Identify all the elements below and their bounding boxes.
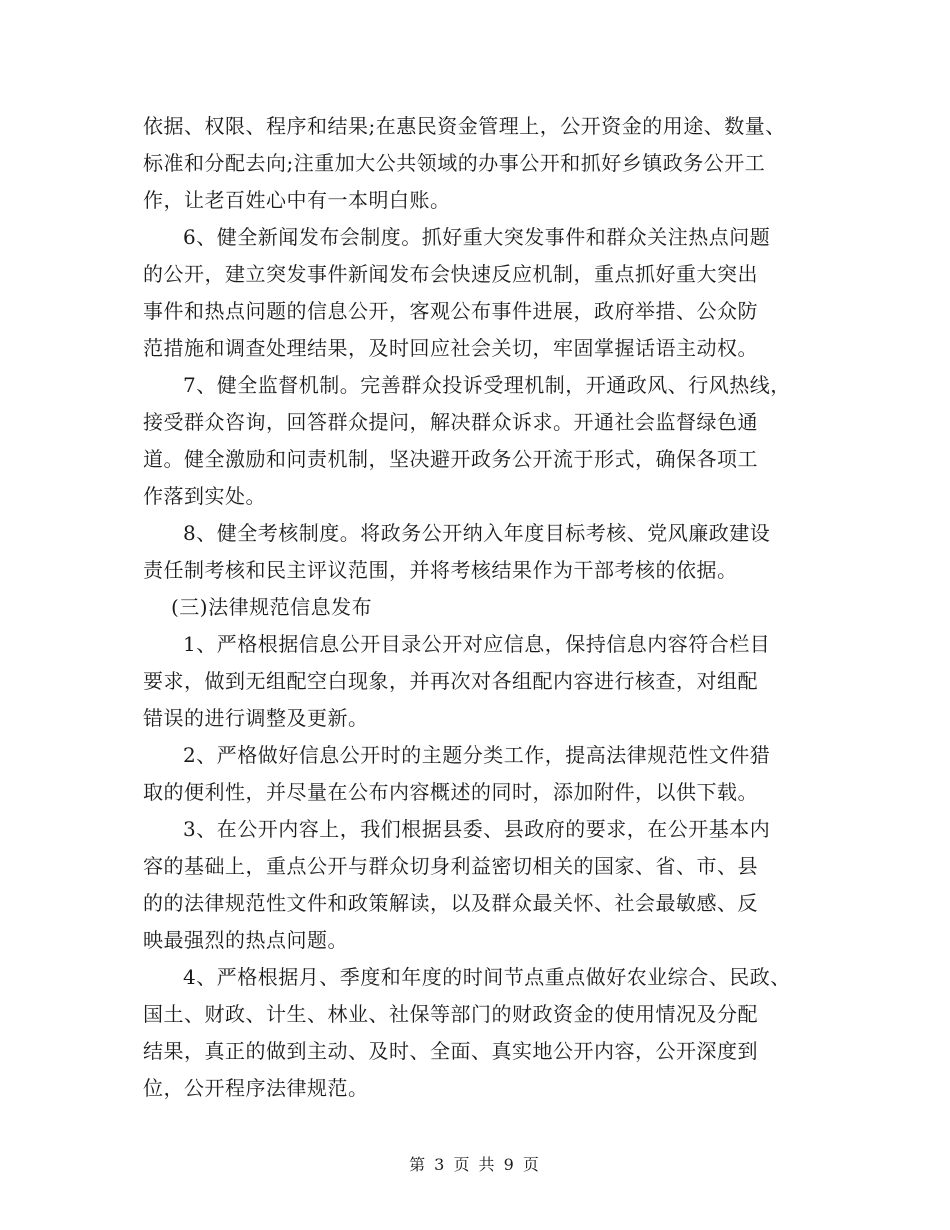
paragraph-line: 7、健全监督机制。完善群众投诉受理机制，开通政风、行风热线，	[183, 373, 791, 397]
document-body	[143, 108, 823, 1107]
paragraph-line: 6、健全新闻发布会制度。抓好重大突发事件和群众关注热点问题	[183, 225, 771, 249]
paragraph-line: 范措施和调查处理结果，及时回应社会关切，牢固掌握话语主动权。	[143, 336, 758, 360]
page-number-footer: 第 3 页 共 9 页	[409, 1155, 541, 1174]
paragraph-line: 8、健全考核制度。将政务公开纳入年度目标考核、党风廉政建设	[183, 521, 771, 545]
paragraph-line: 4、严格根据月、季度和年度的时间节点重点做好农业综合、民政、	[183, 965, 791, 989]
paragraph-line: 容的基础上，重点公开与群众切身利益密切相关的国家、省、市、县	[143, 854, 758, 878]
paragraph-line: 要求，做到无组配空白现象，并再次对各组配内容进行核查，对组配	[143, 669, 758, 693]
paragraph-line: 位，公开程序法律规范。	[143, 1076, 369, 1100]
paragraph-line: 标准和分配去向;注重加大公共领域的办事公开和抓好乡镇政务公开工	[143, 151, 766, 175]
paragraph-line: 责任制考核和民主评议范围，并将考核结果作为干部考核的依据。	[143, 558, 738, 582]
paragraph-line: 取的便利性，并尽量在公布内容概述的同时，添加附件，以供下载。	[143, 780, 758, 804]
paragraph-line: 道。健全激励和问责机制，坚决避开政务公开流于形式，确保各项工	[143, 447, 758, 471]
paragraph-line: 3、在公开内容上，我们根据县委、县政府的要求，在公开基本内	[183, 817, 771, 841]
section-heading: (三)法律规范信息发布	[171, 595, 373, 619]
paragraph-line: 事件和热点问题的信息公开，客观公布事件进展，政府举措、公众防	[143, 299, 758, 323]
paragraph-line: 错误的进行调整及更新。	[143, 706, 369, 730]
paragraph-line: 的公开，建立突发事件新闻发布会快速反应机制，重点抓好重大突出	[143, 262, 758, 286]
paragraph-line: 依据、权限、程序和结果;在惠民资金管理上，公开资金的用途、数量、	[143, 114, 786, 138]
paragraph-line: 的的法律规范性文件和政策解读，以及群众最关怀、社会最敏感、反	[143, 891, 758, 915]
paragraph-line: 2、严格做好信息公开时的主题分类工作，提高法律规范性文件猎	[183, 743, 771, 767]
paragraph-line: 作，让老百姓心中有一本明白账。	[143, 188, 451, 212]
paragraph-line: 国土、财政、计生、林业、社保等部门的财政资金的使用情况及分配	[143, 1002, 758, 1026]
paragraph-line: 结果，真正的做到主动、及时、全面、真实地公开内容，公开深度到	[143, 1039, 758, 1063]
paragraph-line: 1、严格根据信息公开目录公开对应信息，保持信息内容符合栏目	[183, 632, 771, 656]
paragraph-line: 接受群众咨询，回答群众提问，解决群众诉求。开通社会监督绿色通	[143, 410, 758, 434]
paragraph-line: 作落到实处。	[143, 484, 266, 508]
paragraph-line: 映最强烈的热点问题。	[143, 928, 348, 952]
